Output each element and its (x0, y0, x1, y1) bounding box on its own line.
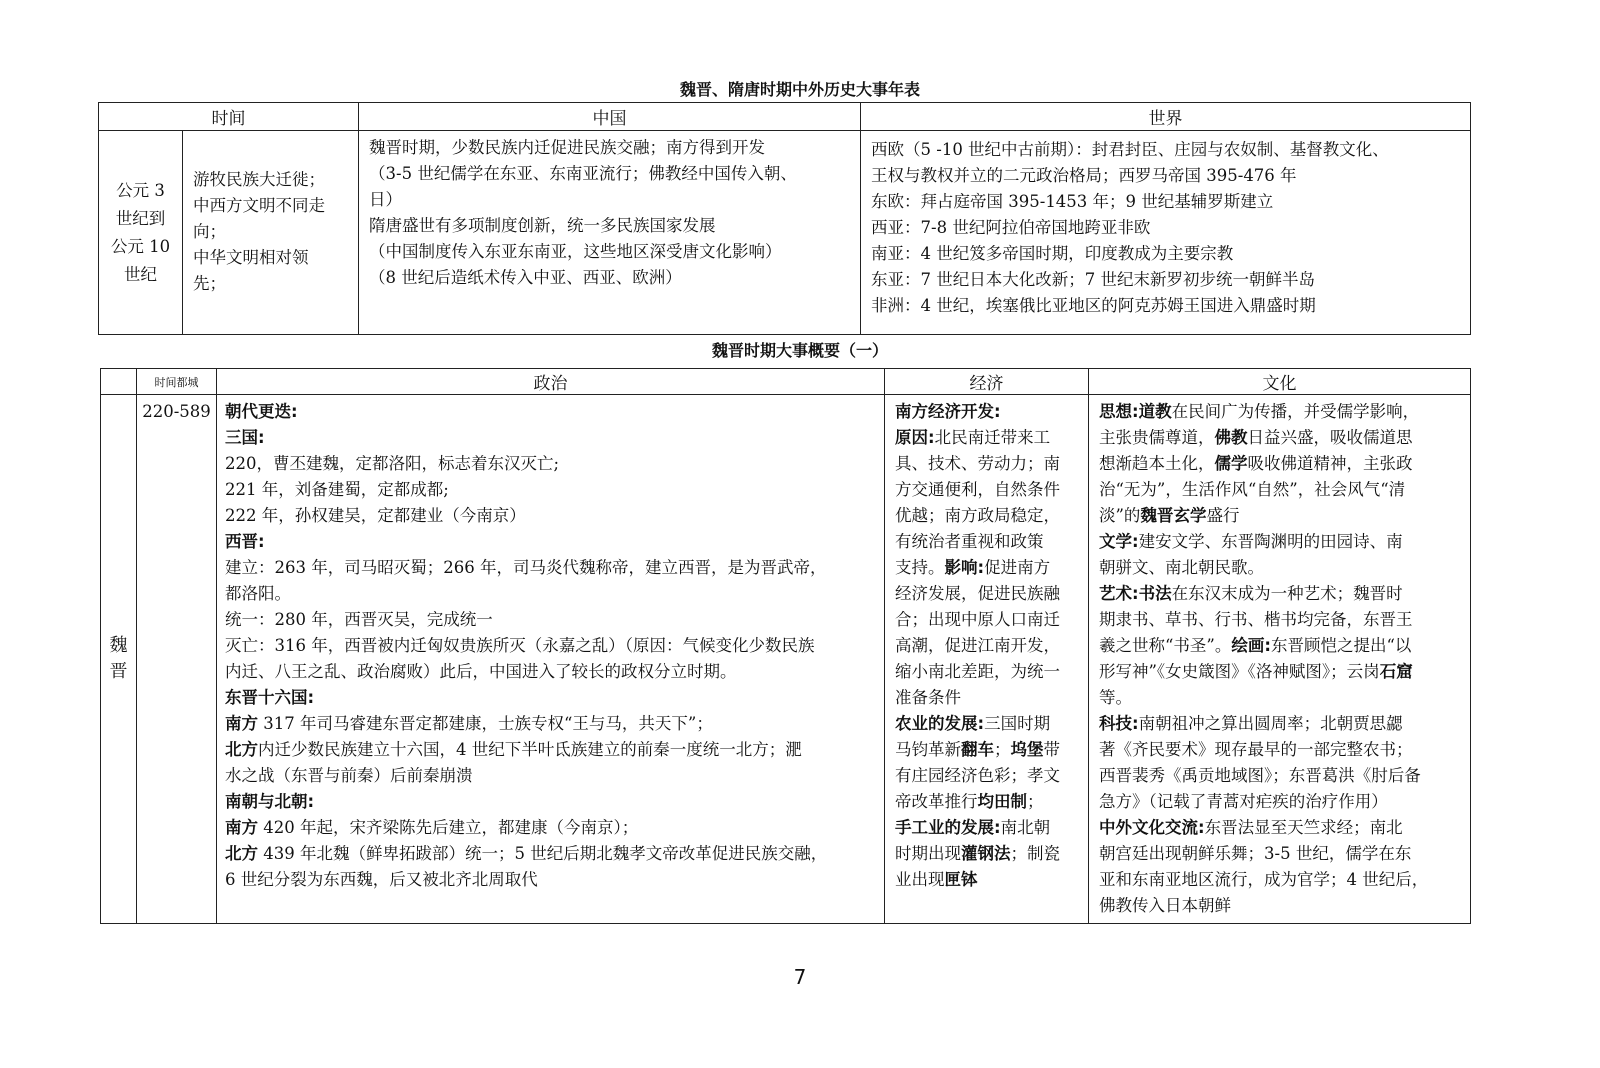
culture-line (1099, 633, 1462, 659)
politics-line (225, 477, 876, 503)
economy-line (895, 763, 1080, 789)
bold-term: 思想: (1099, 402, 1139, 421)
text-segment: 形写神”《女史箴图》《洛神赋图》；云岗 (1099, 662, 1380, 681)
economy-line (895, 477, 1080, 503)
bold-term: 北方 (225, 844, 258, 863)
culture-line (1099, 555, 1462, 581)
feature-line: 向； (193, 222, 226, 241)
politics-line (225, 711, 876, 737)
bold-term: 魏晋玄学 (1140, 506, 1207, 525)
economy-line (895, 529, 1080, 555)
text-segment: 时期出现 (895, 844, 961, 863)
header-time-capital: 时间都城 (137, 369, 217, 395)
economy-line (895, 789, 1080, 815)
text-segment: 221 年，刘备建蜀，定都成都; (225, 480, 449, 499)
china-event-line: 魏晋时期，少数民族内迁促进民族交融；南方得到开发 (369, 138, 765, 157)
text-segment: 在民间广为传播，并受儒学影响， (1171, 402, 1420, 421)
culture-line (1099, 867, 1462, 893)
culture-line (1099, 711, 1462, 737)
period-char: 晋 (109, 661, 128, 682)
culture-line (1099, 607, 1462, 633)
text-segment: 朝宫廷出现朝鲜乐舞；3-5 世纪，儒学在东 (1099, 844, 1412, 863)
economy-line (895, 555, 1080, 581)
header-world: 世界 (861, 103, 1471, 131)
bold-term: 中外文化交流: (1099, 818, 1205, 837)
bold-term: 科技: (1099, 714, 1139, 733)
culture-line (1099, 451, 1462, 477)
bold-term: 书法 (1138, 584, 1172, 603)
politics-line (225, 633, 876, 659)
feature-line: 游牧民族大迁徙； (193, 170, 325, 189)
text-segment: 业出现 (895, 870, 945, 889)
header-economy: 经济 (885, 369, 1089, 395)
header-blank (101, 369, 137, 395)
bold-term: 匣钵 (944, 870, 978, 889)
chronology-table (98, 102, 1471, 335)
politics-line (225, 425, 876, 451)
text-segment: ；制瓷 (1010, 844, 1060, 863)
text-segment: 带 (1043, 740, 1060, 759)
economy-line (895, 685, 1080, 711)
china-event-line: 日） (369, 190, 402, 209)
world-event-line: 南亚：4 世纪笈多帝国时期，印度教成为主要宗教 (871, 244, 1234, 263)
bold-term: 艺术: (1099, 584, 1139, 603)
bold-term: 朝代更迭: (225, 402, 298, 421)
time-value: 220-589 (142, 402, 211, 421)
header-politics: 政治 (217, 369, 885, 395)
culture-line (1099, 529, 1462, 555)
table1-title: 魏晋、隋唐时期中外历史大事年表 (679, 80, 920, 99)
period-char: 魏 (109, 635, 128, 656)
bold-term: 翻车 (961, 740, 994, 759)
text-segment: 促进南方 (984, 558, 1051, 577)
text-segment: 有庄园经济色彩；孝文 (895, 766, 1060, 785)
bold-term: 南朝与北朝: (225, 792, 315, 811)
bold-term: 绘画: (1231, 636, 1271, 655)
culture-line (1099, 503, 1462, 529)
economy-line (895, 841, 1080, 867)
bold-term: 道教 (1138, 402, 1172, 421)
politics-line (225, 685, 876, 711)
text-segment: 北民南迁带来工 (934, 428, 1051, 447)
text-segment: 灭亡：316 年，西晋被内迁匈奴贵族所灭（永嘉之乱）（原因：气候变化少数民族 (225, 636, 815, 655)
period-cell (101, 395, 137, 924)
bold-term: 均田制 (977, 792, 1027, 811)
text-segment: 317 年司马睿建东晋定都建康，士族专权“王与马，共天下”； (258, 714, 713, 733)
china-event-line: 隋唐盛世有多项制度创新，统一多民族国家发展 (369, 216, 716, 235)
bold-term: 农业的发展: (895, 714, 985, 733)
text-segment: 想渐趋本土化， (1099, 454, 1215, 473)
text-segment: 南北朝 (1000, 818, 1051, 837)
economy-line (895, 503, 1080, 529)
economy-line (895, 607, 1080, 633)
politics-line (225, 659, 876, 685)
economy-line (895, 711, 1080, 737)
text-segment: 吸收佛道精神，主张政 (1247, 454, 1413, 473)
politics-line (225, 737, 876, 763)
politics-line (225, 815, 876, 841)
feature-line: 先； (193, 274, 226, 293)
economy-line (895, 425, 1080, 451)
politics-line (225, 789, 876, 815)
culture-line (1099, 763, 1462, 789)
world-event-line: 王权与教权并立的二元政治格局；西罗马帝国 395-476 年 (871, 166, 1297, 185)
bold-term: 石窟 (1379, 662, 1413, 681)
text-segment: 盛行 (1206, 506, 1240, 525)
politics-line (225, 763, 876, 789)
culture-cell (1089, 395, 1471, 924)
header-china: 中国 (359, 103, 861, 131)
text-segment: 主张贵儒尊道， (1099, 428, 1215, 447)
text-segment: 羲之世称“书圣”。 (1099, 636, 1232, 655)
economy-line (895, 633, 1080, 659)
text-segment: 220，曹丕建魏，定都洛阳，标志着东汉灭亡; (225, 454, 560, 473)
text-segment: 缩小南北差距，为统一 (895, 662, 1060, 681)
text-segment: 日益兴盛，吸收儒道思 (1247, 428, 1413, 447)
culture-line (1099, 477, 1462, 503)
bold-term: 南方经济开发: (895, 402, 1001, 421)
text-segment: 佛教传入日本朝鲜 (1099, 896, 1231, 915)
economy-line (895, 737, 1080, 763)
economy-line (895, 451, 1080, 477)
culture-line (1099, 893, 1462, 919)
page-number: 7 (793, 965, 807, 989)
text-segment: 治“无为”，生活作风“自然”，社会风气“清 (1099, 480, 1406, 499)
politics-cell (217, 395, 885, 924)
bold-term: 坞堡 (1010, 740, 1044, 759)
culture-line (1099, 841, 1462, 867)
text-segment: 内迁、八王之乱、政治腐败）此后，中国进入了较长的政权分立时期。 (225, 662, 737, 681)
bold-term: 灌钢法 (961, 844, 1011, 863)
text-segment: ； (1027, 792, 1044, 811)
text-segment: 准备条件 (895, 688, 961, 707)
header-culture: 文化 (1089, 369, 1471, 395)
feature-line: 中华文明相对领 (193, 248, 309, 267)
bold-term: 儒学 (1214, 454, 1248, 473)
time-range-line: 世纪到 (115, 208, 166, 228)
time-range-line: 公元 3 (116, 180, 165, 200)
bold-term: 北方 (225, 740, 258, 759)
world-event-line: 东欧：拜占庭帝国 395-1453 年；9 世纪基辅罗斯建立 (871, 192, 1274, 211)
world-event-line: 西亚：7-8 世纪阿拉伯帝国地跨亚非欧 (871, 218, 1151, 237)
table2-title: 魏晋时期大事概要（一） (711, 341, 888, 360)
time-range-cell (99, 131, 183, 335)
time-range-line: 世纪 (124, 264, 157, 284)
feature-line: 中西方文明不同走 (193, 196, 325, 215)
text-segment: 在东汉末成为一种艺术；魏晋时 (1171, 584, 1403, 603)
culture-line (1099, 581, 1462, 607)
bold-term: 三国: (225, 428, 265, 447)
china-event-line: （8 世纪后造纸术传入中亚、西亚、欧洲） (369, 268, 682, 287)
bold-term: 手工业的发展: (895, 818, 1001, 837)
china-event-line: （3-5 世纪儒学在东亚、东南亚流行；佛教经中国传入朝、 (369, 164, 797, 183)
text-segment: 著《齐民要术》现存最早的一部完整农书； (1099, 740, 1413, 759)
bold-term: 东晋十六国: (225, 688, 315, 707)
bold-term: 原因: (895, 428, 935, 447)
bold-term: 影响: (944, 558, 985, 577)
politics-line (225, 581, 876, 607)
text-segment: 建立：263 年，司马昭灭蜀；266 年，司马炎代魏称帝，建立西晋，是为晋武帝， (225, 558, 827, 577)
text-segment: 有统治者重视和政策 (895, 532, 1044, 551)
text-segment: 亚和东南亚地区流行，成为官学；4 世纪后， (1099, 870, 1429, 889)
text-segment: 支持。 (895, 558, 945, 577)
text-segment: 马钧革新 (895, 740, 961, 759)
text-segment: 水之战（东晋与前秦）后前秦崩溃 (225, 766, 473, 785)
world-cell (861, 131, 1471, 335)
features-cell (183, 131, 359, 335)
text-segment: 西晋裴秀《禹贡地域图》；东晋葛洪《肘后备 (1099, 766, 1421, 785)
text-segment: 具、技术、劳动力；南 (895, 454, 1060, 473)
culture-line (1099, 425, 1462, 451)
politics-line (225, 607, 876, 633)
culture-line (1099, 815, 1462, 841)
china-cell (359, 131, 861, 335)
economy-cell (885, 395, 1089, 924)
text-segment: 合；出现中原人口南迁 (895, 610, 1060, 629)
bold-term: 西晋: (225, 532, 265, 551)
text-segment: 期隶书、草书、行书、楷书均完备，东晋王 (1099, 610, 1413, 629)
world-event-line: 东亚：7 世纪日本大化改新；7 世纪末新罗初步统一朝鲜半岛 (871, 270, 1315, 289)
politics-line (225, 867, 876, 893)
economy-line (895, 659, 1080, 685)
politics-line (225, 841, 876, 867)
text-segment: 南朝祖冲之算出圆周率；北朝贾思勰 (1138, 714, 1403, 733)
text-segment: 朝骈文、南北朝民歌。 (1099, 558, 1264, 577)
economy-line (895, 581, 1080, 607)
text-segment: 建安文学、东晋陶渊明的田园诗、南 (1138, 532, 1403, 551)
bold-term: 佛教 (1214, 428, 1248, 447)
text-segment: 三国时期 (984, 714, 1051, 733)
text-segment: 439 年北魏（鲜卑拓跋部）统一；5 世纪后期北魏孝文帝改革促进民族交融， (258, 844, 828, 863)
culture-line (1099, 399, 1462, 425)
text-segment: 420 年起，宋齐梁陈先后建立，都建康（今南京）； (258, 818, 639, 837)
text-segment: 6 世纪分裂为东西魏，后又被北齐北周取代 (225, 870, 538, 889)
text-segment: 内迁少数民族建立十六国，4 世纪下半叶氐族建立的前秦一度统一北方；淝 (258, 740, 802, 759)
culture-line (1099, 685, 1462, 711)
text-segment: 帝改革推行 (895, 792, 978, 811)
text-segment: 东晋顾恺之提出“以 (1270, 636, 1412, 655)
politics-line (225, 555, 876, 581)
economy-line (895, 867, 1080, 893)
text-segment: 优越；南方政局稳定， (895, 506, 1060, 525)
text-segment: 都洛阳。 (225, 584, 291, 603)
text-segment: 高潮，促进江南开发， (895, 636, 1060, 655)
culture-line (1099, 659, 1462, 685)
politics-line (225, 399, 876, 425)
time-range-line: 公元 10 (110, 236, 171, 256)
time-cell (137, 395, 217, 924)
politics-line (225, 503, 876, 529)
politics-line (225, 529, 876, 555)
politics-line (225, 451, 876, 477)
text-segment: 经济发展，促进民族融 (895, 584, 1060, 603)
text-segment: 方交通便利，自然条件 (895, 480, 1060, 499)
world-event-line: 西欧（5 -10 世纪中古前期）：封君封臣、庄园与农奴制、基督教文化、 (871, 140, 1389, 159)
culture-line (1099, 737, 1462, 763)
text-segment: ； (994, 740, 1011, 759)
text-segment: 222 年，孙权建吴，定都建业（今南京） (225, 506, 526, 525)
culture-line (1099, 789, 1462, 815)
wei-jin-summary-table (100, 368, 1471, 924)
economy-line (895, 399, 1080, 425)
bold-term: 南方 (225, 818, 258, 837)
text-segment: 等。 (1099, 688, 1132, 707)
bold-term: 文学: (1099, 532, 1139, 551)
text-segment: 急方》（记载了青蒿对疟疾的治疗作用） (1099, 792, 1388, 811)
economy-line (895, 815, 1080, 841)
china-event-line: （中国制度传入东亚东南亚，这些地区深受唐文化影响） (369, 242, 782, 261)
text-segment: 统一：280 年，西晋灭吴，完成统一 (225, 610, 493, 629)
text-segment: 淡”的 (1099, 506, 1141, 525)
bold-term: 南方 (225, 714, 258, 733)
text-segment: 东晋法显至天竺求经；南北 (1204, 818, 1403, 837)
world-event-line: 非洲：4 世纪，埃塞俄比亚地区的阿克苏姆王国进入鼎盛时期 (871, 296, 1316, 315)
header-time: 时间 (99, 103, 359, 131)
